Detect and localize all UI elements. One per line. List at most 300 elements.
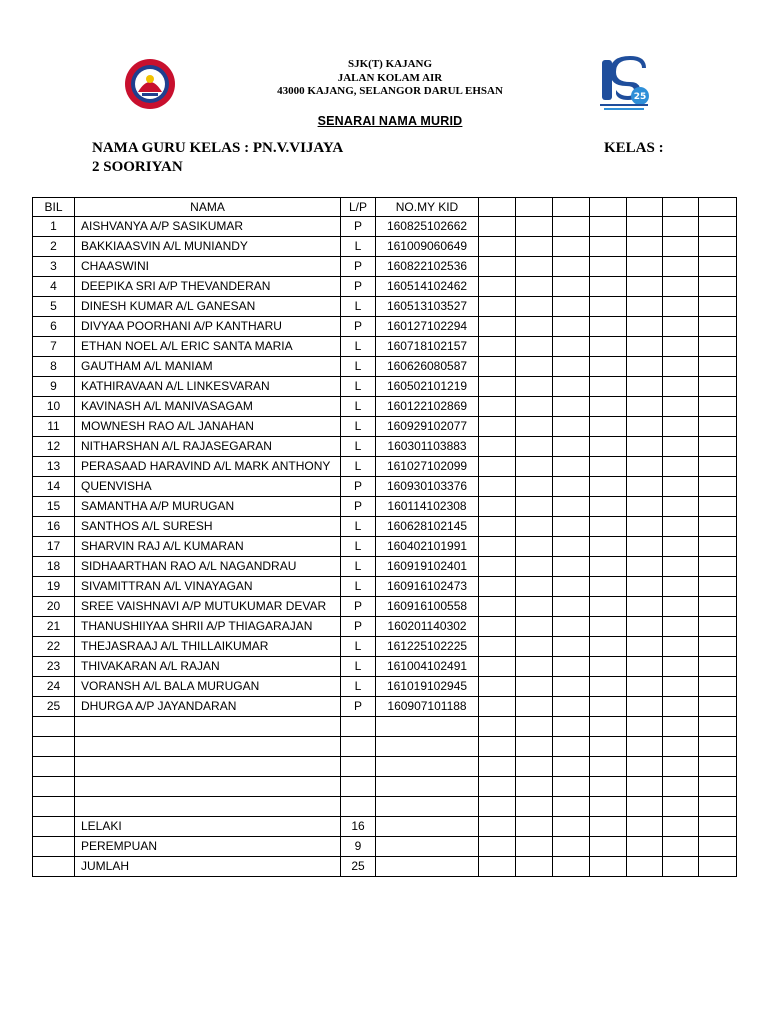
cell-mykid: 160201140302 [376,617,479,637]
cell-nama: SAMANTHA A/P MURUGAN [75,497,341,517]
cell-nama: THEJASRAAJ A/L THILLAIKUMAR [75,637,341,657]
cell-blank [516,537,553,557]
cell-nama: ETHAN NOEL A/L ERIC SANTA MARIA [75,337,341,357]
cell-blank [590,217,627,237]
cell-mykid [376,717,479,737]
table-row [33,697,737,717]
cell-blank [627,517,663,537]
cell-blank [663,597,699,617]
cell-blank [699,677,737,697]
cell-mykid: 160122102869 [376,397,479,417]
cell-lp: 9 [341,837,376,857]
cell-blank [590,677,627,697]
cell-blank [553,597,590,617]
cell-blank [590,537,627,557]
cell-blank [479,317,516,337]
cell-blank [699,397,737,417]
cell-blank [627,417,663,437]
cell-blank [699,477,737,497]
cell-mykid: 160514102462 [376,277,479,297]
cell-nama: LELAKI [75,817,341,837]
table-row [33,657,737,677]
cell-blank [479,217,516,237]
cell-blank [663,817,699,837]
table-row [33,717,737,737]
cell-blank [516,397,553,417]
cell-blank [663,377,699,397]
cell-lp: L [341,357,376,377]
cell-blank [627,477,663,497]
cell-blank [663,317,699,337]
cell-blank [699,777,737,797]
cell-blank [516,217,553,237]
cell-blank [699,737,737,757]
cell-blank [590,817,627,837]
cell-blank [553,757,590,777]
cell-mykid [376,757,479,777]
header-blank [590,198,627,217]
cell-blank [699,297,737,317]
cell-mykid: 161004102491 [376,657,479,677]
table-row [33,297,737,317]
cell-blank [590,397,627,417]
cell-bil: 22 [33,637,75,657]
cell-blank [516,577,553,597]
cell-mykid [376,777,479,797]
cell-blank [627,537,663,557]
cell-mykid: 161225102225 [376,637,479,657]
cell-blank [516,377,553,397]
cell-blank [553,697,590,717]
cell-blank [699,377,737,397]
cell-blank [479,837,516,857]
cell-mykid: 160919102401 [376,557,479,577]
cell-blank [516,637,553,657]
cell-nama: JUMLAH [75,857,341,877]
cell-lp: P [341,257,376,277]
cell-blank [663,777,699,797]
cell-nama: PERASAAD HARAVIND A/L MARK ANTHONY [75,457,341,477]
cell-blank [479,437,516,457]
cell-blank [479,757,516,777]
cell-blank [590,637,627,657]
cell-lp: L [341,337,376,357]
cell-bil: 25 [33,697,75,717]
cell-blank [516,477,553,497]
cell-blank [699,497,737,517]
cell-blank [627,737,663,757]
cell-lp: L [341,417,376,437]
teacher-line: NAMA GURU KELAS : PN.V.VIJAYA [92,140,344,156]
cell-blank [699,217,737,237]
cell-blank [590,417,627,437]
cell-blank [553,437,590,457]
table-row [33,677,737,697]
cell-blank [627,857,663,877]
cell-lp: P [341,697,376,717]
cell-blank [479,637,516,657]
cell-lp [341,757,376,777]
cell-blank [663,257,699,277]
cell-blank [663,277,699,297]
cell-lp: L [341,637,376,657]
cell-blank [590,557,627,577]
cell-bil: 9 [33,377,75,397]
table-row [33,417,737,437]
cell-lp: L [341,577,376,597]
cell-blank [479,777,516,797]
cell-nama: BAKKIAASVIN A/L MUNIANDY [75,237,341,257]
cell-blank [516,317,553,337]
cell-bil: 7 [33,337,75,357]
cell-blank [479,357,516,377]
cell-blank [516,737,553,757]
cell-bil: 24 [33,677,75,697]
cell-lp: P [341,497,376,517]
cell-blank [553,657,590,677]
cell-blank [479,297,516,317]
cell-nama: NITHARSHAN A/L RAJASEGARAN [75,437,341,457]
cell-blank [516,617,553,637]
cell-lp: L [341,237,376,257]
cell-blank [479,377,516,397]
cell-blank [516,857,553,877]
header-blank [553,198,590,217]
cell-blank [663,477,699,497]
cell-blank [627,617,663,637]
cell-blank [627,457,663,477]
cell-blank [627,217,663,237]
cell-blank [479,737,516,757]
cell-mykid: 160718102157 [376,337,479,357]
cell-blank [699,757,737,777]
table-row [33,437,737,457]
cell-blank [553,417,590,437]
table-row [33,817,737,837]
cell-nama [75,797,341,817]
class-label: KELAS : [604,140,664,156]
header-blank [663,198,699,217]
header-blank [479,198,516,217]
cell-blank [516,517,553,537]
cell-nama: PEREMPUAN [75,837,341,857]
cell-lp: L [341,517,376,537]
cell-bil: 18 [33,557,75,577]
cell-bil: 13 [33,457,75,477]
cell-blank [699,417,737,437]
cell-blank [553,857,590,877]
cell-mykid: 160502101219 [376,377,479,397]
cell-blank [590,477,627,497]
cell-mykid: 160916100558 [376,597,479,617]
cell-mykid: 160301103883 [376,437,479,457]
header-blank [627,198,663,217]
cell-mykid: 160930103376 [376,477,479,497]
cell-blank [516,757,553,777]
cell-nama: SANTHOS A/L SURESH [75,517,341,537]
cell-lp: L [341,457,376,477]
cell-blank [663,657,699,677]
student-table [32,197,737,877]
cell-blank [590,357,627,377]
cell-blank [627,337,663,357]
cell-blank [699,817,737,837]
cell-blank [590,377,627,397]
cell-nama [75,737,341,757]
cell-blank [553,357,590,377]
cell-blank [553,717,590,737]
cell-nama: SIVAMITTRAN A/L VINAYAGAN [75,577,341,597]
cell-lp: L [341,437,376,457]
cell-lp: 25 [341,857,376,877]
cell-blank [553,737,590,757]
header-blank [699,198,737,217]
table-row [33,497,737,517]
cell-blank [516,677,553,697]
cell-blank [553,377,590,397]
cell-blank [699,437,737,457]
cell-blank [699,357,737,377]
cell-blank [699,657,737,677]
cell-blank [553,837,590,857]
cell-bil: 16 [33,517,75,537]
cell-blank [699,637,737,657]
cell-mykid: 160916102473 [376,577,479,597]
cell-bil: 6 [33,317,75,337]
cell-blank [590,657,627,677]
cell-lp: P [341,477,376,497]
cell-blank [516,437,553,457]
cell-blank [553,237,590,257]
cell-lp: 16 [341,817,376,837]
cell-bil: 1 [33,217,75,237]
cell-lp: L [341,397,376,417]
cell-bil: 17 [33,537,75,557]
cell-blank [627,577,663,597]
cell-blank [516,837,553,857]
cell-bil [33,757,75,777]
cell-blank [663,517,699,537]
cell-blank [479,817,516,837]
cell-blank [590,777,627,797]
cell-blank [553,497,590,517]
svg-text:25: 25 [633,92,647,102]
cell-blank [516,277,553,297]
cell-lp: L [341,297,376,317]
school-street: JALAN KOLAM AIR [337,71,443,84]
table-row [33,277,737,297]
cell-blank [590,697,627,717]
cell-blank [699,537,737,557]
cell-blank [627,377,663,397]
cell-blank [479,857,516,877]
cell-mykid [376,837,479,857]
cell-blank [516,357,553,377]
cell-blank [663,857,699,877]
cell-bil: 19 [33,577,75,597]
cell-blank [479,657,516,677]
cell-nama: DEEPIKA SRI A/P THEVANDERAN [75,277,341,297]
cell-bil: 5 [33,297,75,317]
cell-blank [590,837,627,857]
cell-blank [553,217,590,237]
table-row [33,537,737,557]
cell-lp: P [341,317,376,337]
cell-nama: DINESH KUMAR A/L GANESAN [75,297,341,317]
cell-bil: 8 [33,357,75,377]
cell-blank [627,437,663,457]
cell-nama: VORANSH A/L BALA MURUGAN [75,677,341,697]
cell-bil: 23 [33,657,75,677]
cell-blank [663,437,699,457]
cell-blank [699,597,737,617]
cell-blank [663,417,699,437]
table-row [33,837,737,857]
cell-nama: DHURGA A/P JAYANDARAN [75,697,341,717]
cell-blank [699,317,737,337]
cell-blank [479,457,516,477]
cell-blank [699,257,737,277]
cell-blank [479,397,516,417]
cell-mykid [376,857,479,877]
cell-blank [627,777,663,797]
anniversary-25-logo-icon [598,56,650,112]
cell-blank [553,337,590,357]
cell-lp: L [341,677,376,697]
table-row [33,357,737,377]
cell-blank [627,257,663,277]
cell-nama [75,717,341,737]
cell-blank [553,457,590,477]
table-row [33,557,737,577]
cell-blank [699,797,737,817]
cell-blank [699,617,737,637]
cell-blank [663,237,699,257]
cell-blank [479,237,516,257]
cell-nama: THIVAKARAN A/L RAJAN [75,657,341,677]
table-header-row [33,198,737,217]
cell-blank [663,357,699,377]
table-row [33,757,737,777]
cell-blank [516,257,553,277]
cell-blank [479,677,516,697]
cell-blank [590,317,627,337]
cell-blank [590,797,627,817]
cell-lp: P [341,277,376,297]
school-city: 43000 KAJANG, SELANGOR DARUL EHSAN [277,85,503,97]
cell-blank [699,857,737,877]
cell-blank [699,277,737,297]
cell-blank [479,697,516,717]
cell-lp: P [341,617,376,637]
cell-blank [663,497,699,517]
header-lp: L/P [341,198,376,217]
cell-blank [627,397,663,417]
cell-lp [341,777,376,797]
cell-blank [553,397,590,417]
cell-blank [699,577,737,597]
cell-blank [516,457,553,477]
cell-blank [516,337,553,357]
cell-blank [663,217,699,237]
cell-blank [663,537,699,557]
cell-blank [553,817,590,837]
table-row [33,617,737,637]
cell-blank [553,577,590,597]
table-row [33,477,737,497]
school-header [200,58,580,99]
cell-mykid: 160114102308 [376,497,479,517]
cell-blank [699,557,737,577]
cell-blank [627,677,663,697]
cell-mykid: 160513103527 [376,297,479,317]
cell-lp [341,797,376,817]
table-row [33,377,737,397]
cell-blank [627,797,663,817]
cell-nama [75,757,341,777]
cell-blank [627,277,663,297]
cell-bil: 21 [33,617,75,637]
cell-blank [590,297,627,317]
cell-blank [479,517,516,537]
cell-blank [590,857,627,877]
cell-mykid: 160628102145 [376,517,479,537]
cell-blank [663,577,699,597]
cell-bil: 14 [33,477,75,497]
class-value: 2 SOORIYAN [92,159,183,175]
cell-nama [75,777,341,797]
cell-blank [663,697,699,717]
cell-blank [479,477,516,497]
cell-bil: 4 [33,277,75,297]
cell-bil: 20 [33,597,75,617]
cell-blank [663,797,699,817]
cell-blank [590,457,627,477]
cell-lp: L [341,377,376,397]
cell-mykid [376,737,479,757]
cell-blank [516,697,553,717]
cell-blank [553,297,590,317]
cell-bil: 15 [33,497,75,517]
cell-nama: QUENVISHA [75,477,341,497]
cell-mykid: 160825102662 [376,217,479,237]
cell-blank [590,257,627,277]
cell-bil [33,737,75,757]
table-row [33,237,737,257]
table-row [33,317,737,337]
cell-bil [33,797,75,817]
cell-blank [479,497,516,517]
cell-blank [590,597,627,617]
cell-bil [33,777,75,797]
table-row [33,457,737,477]
cell-blank [516,297,553,317]
cell-nama: MOWNESH RAO A/L JANAHAN [75,417,341,437]
cell-blank [590,277,627,297]
cell-blank [627,557,663,577]
cell-blank [699,837,737,857]
cell-lp [341,717,376,737]
table-row [33,257,737,277]
table-row [33,397,737,417]
cell-blank [663,637,699,657]
table-row [33,517,737,537]
cell-blank [663,337,699,357]
cell-nama: AISHVANYA A/P SASIKUMAR [75,217,341,237]
table-row [33,577,737,597]
cell-mykid: 161019102945 [376,677,479,697]
school-name: SJK(T) KAJANG [347,58,433,70]
